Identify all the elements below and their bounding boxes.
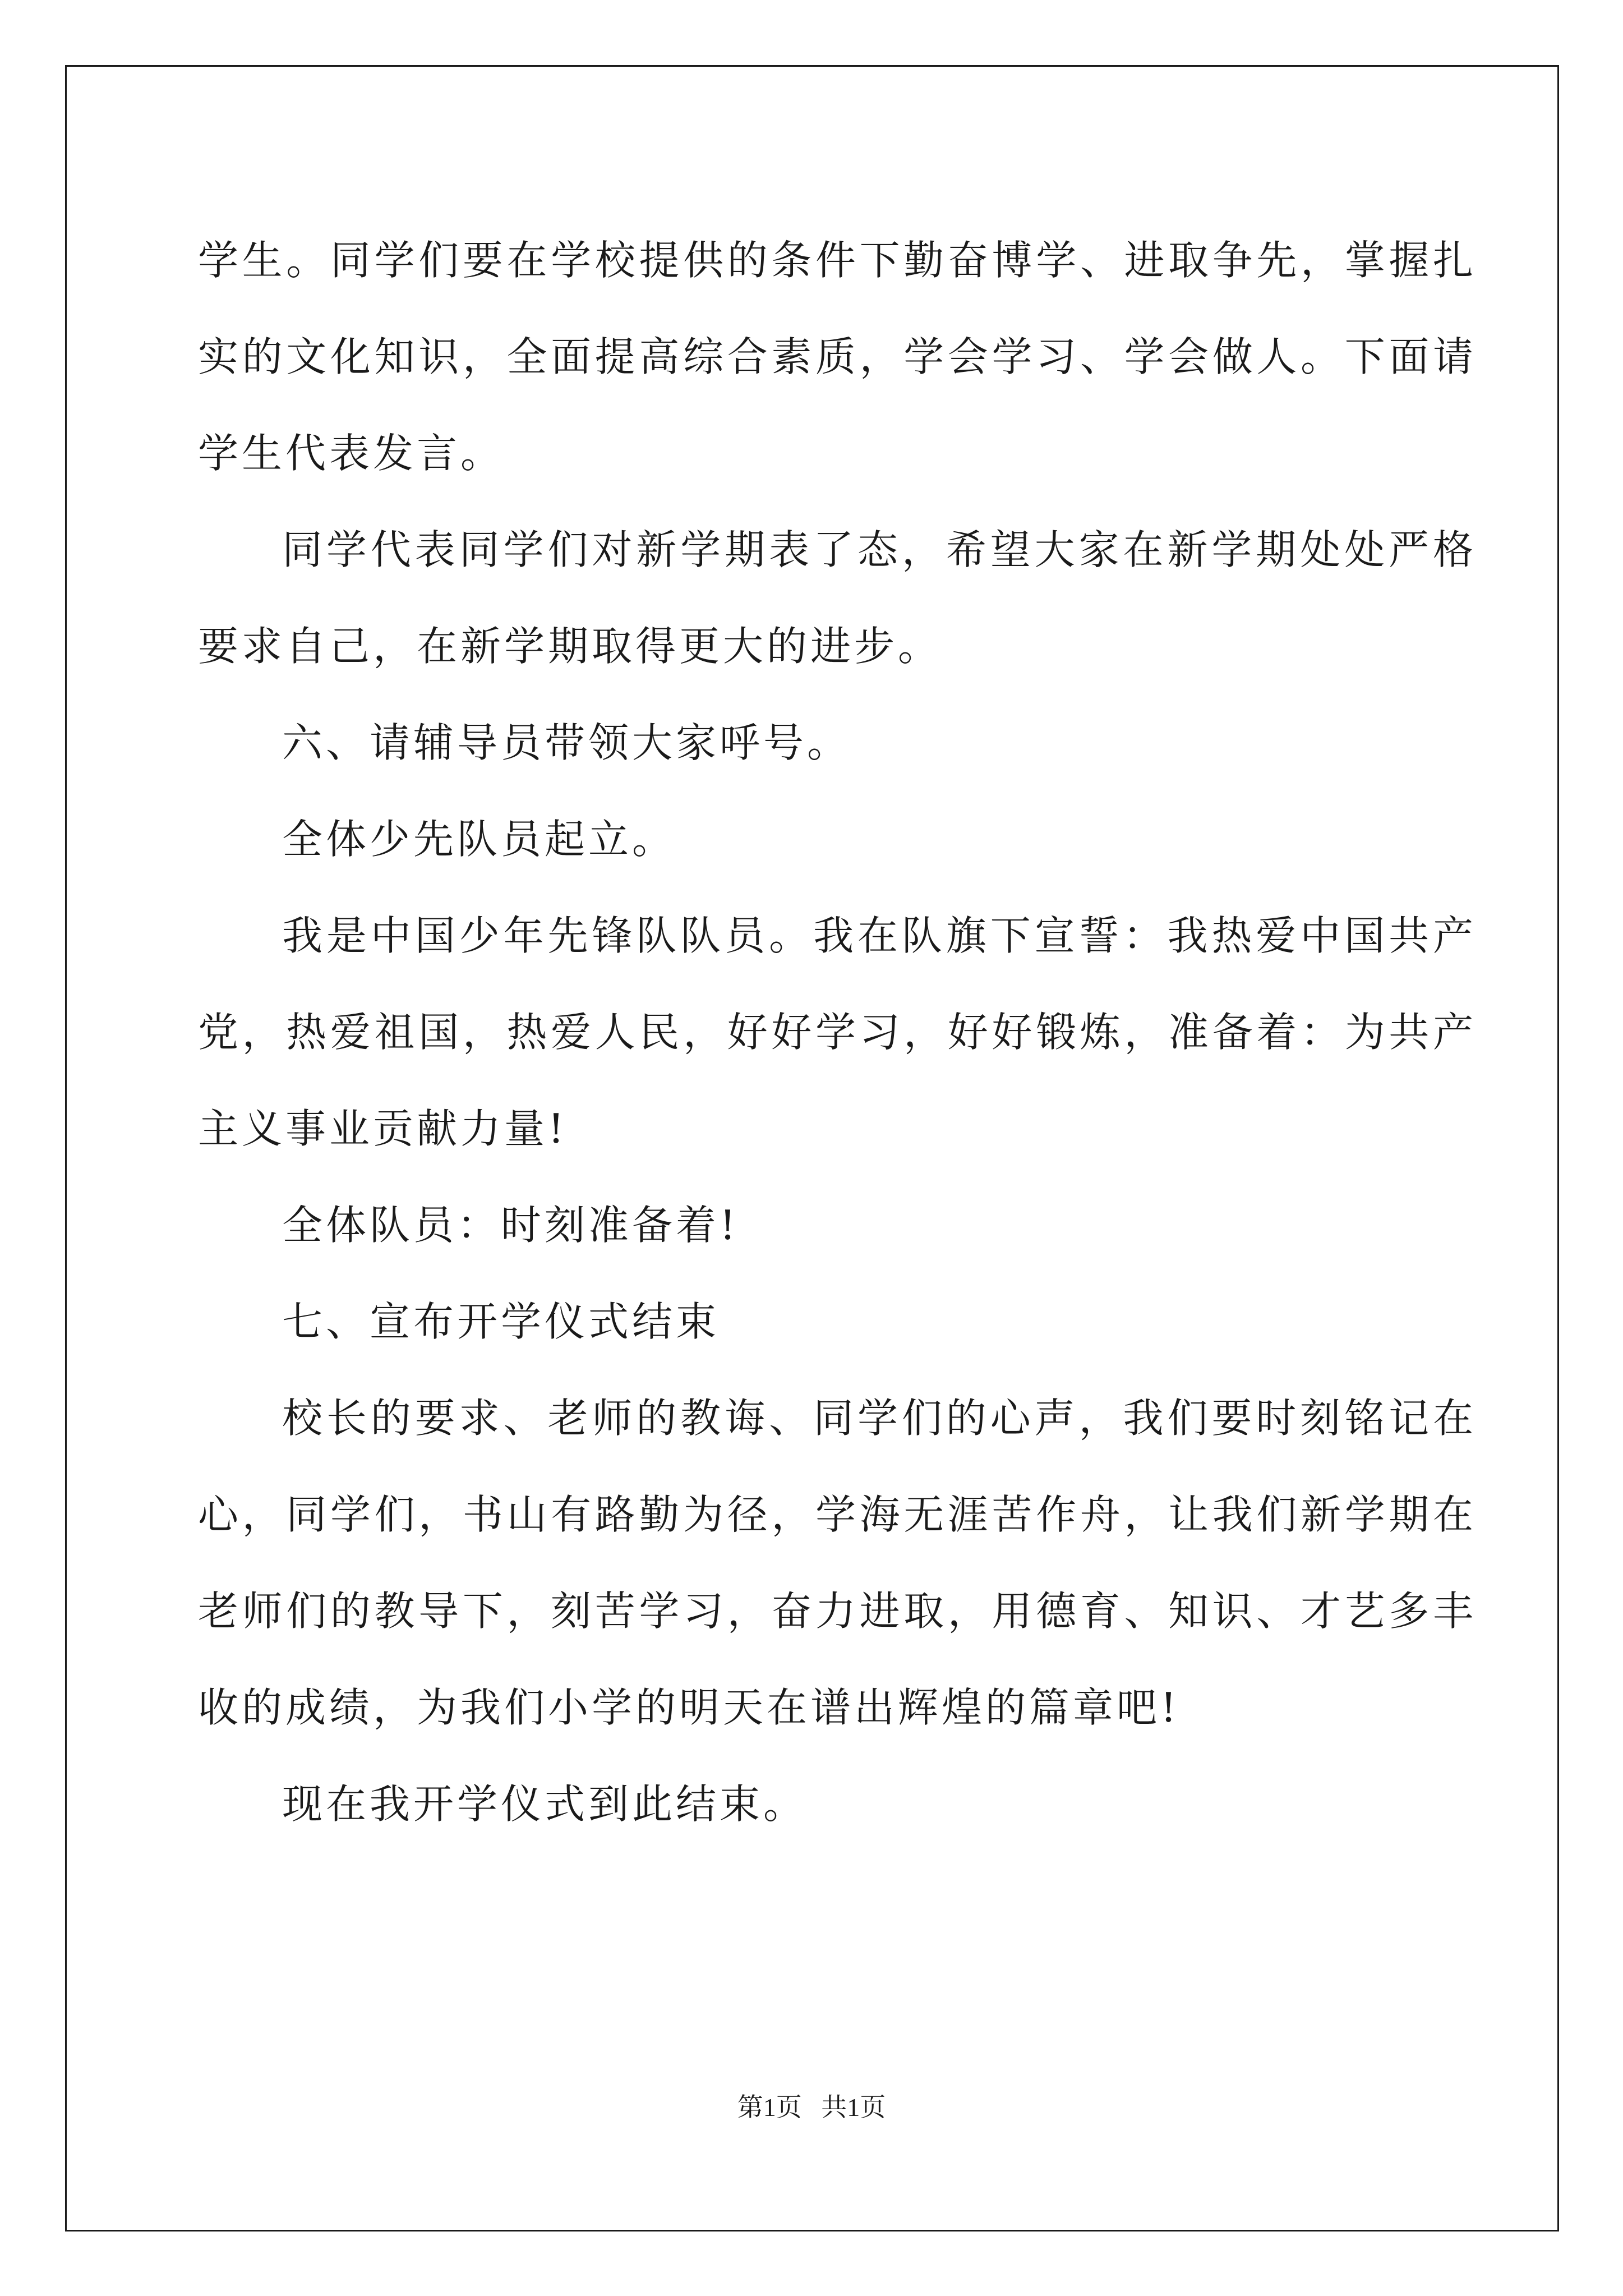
paragraph-7: 七、宣布开学仪式结束	[282, 1298, 720, 1345]
paragraph-8: 校长的要求、老师的教诲、同学们的心声，我们要时刻铭记在心，同学们，书山有路勤为径，学海无涯苦作舟，让我们新学期在老师们的教导下，刻苦学习，奋力进取，用德育、知识、才艺多丰收的成绩，为我们小学的明天在谱出辉煌的篇章吧!	[198, 1395, 1477, 1731]
paragraph-2: 同学代表同学们对新学期表了态，希望大家在新学期处处严格要求自己，在新学期取得更大的进步。	[198, 526, 1477, 670]
document-body	[198, 212, 1477, 1852]
page-number-footer: 第1页 共1页	[737, 2093, 886, 2122]
paragraph-4: 全体少先队员起立。	[282, 816, 676, 863]
paragraph-5: 我是中国少年先锋队队员。我在队旗下宣誓：我热爱中国共产党，热爱祖国，热爱人民，好好学习，好好锻炼，准备着：为共产主义事业贡献力量!	[198, 912, 1477, 1152]
paragraph-6: 全体队员：时刻准备着!	[282, 1202, 739, 1249]
paragraph-3: 六、请辅导员带领大家呼号。	[282, 719, 851, 766]
paragraph-1: 学生。同学们要在学校提供的条件下勤奋博学、进取争先，掌握扎实的文化知识，全面提高综合素质，学会学习、学会做人。下面请学生代表发言。	[198, 237, 1477, 477]
paragraph-9: 现在我开学仪式到此结束。	[282, 1780, 808, 1828]
